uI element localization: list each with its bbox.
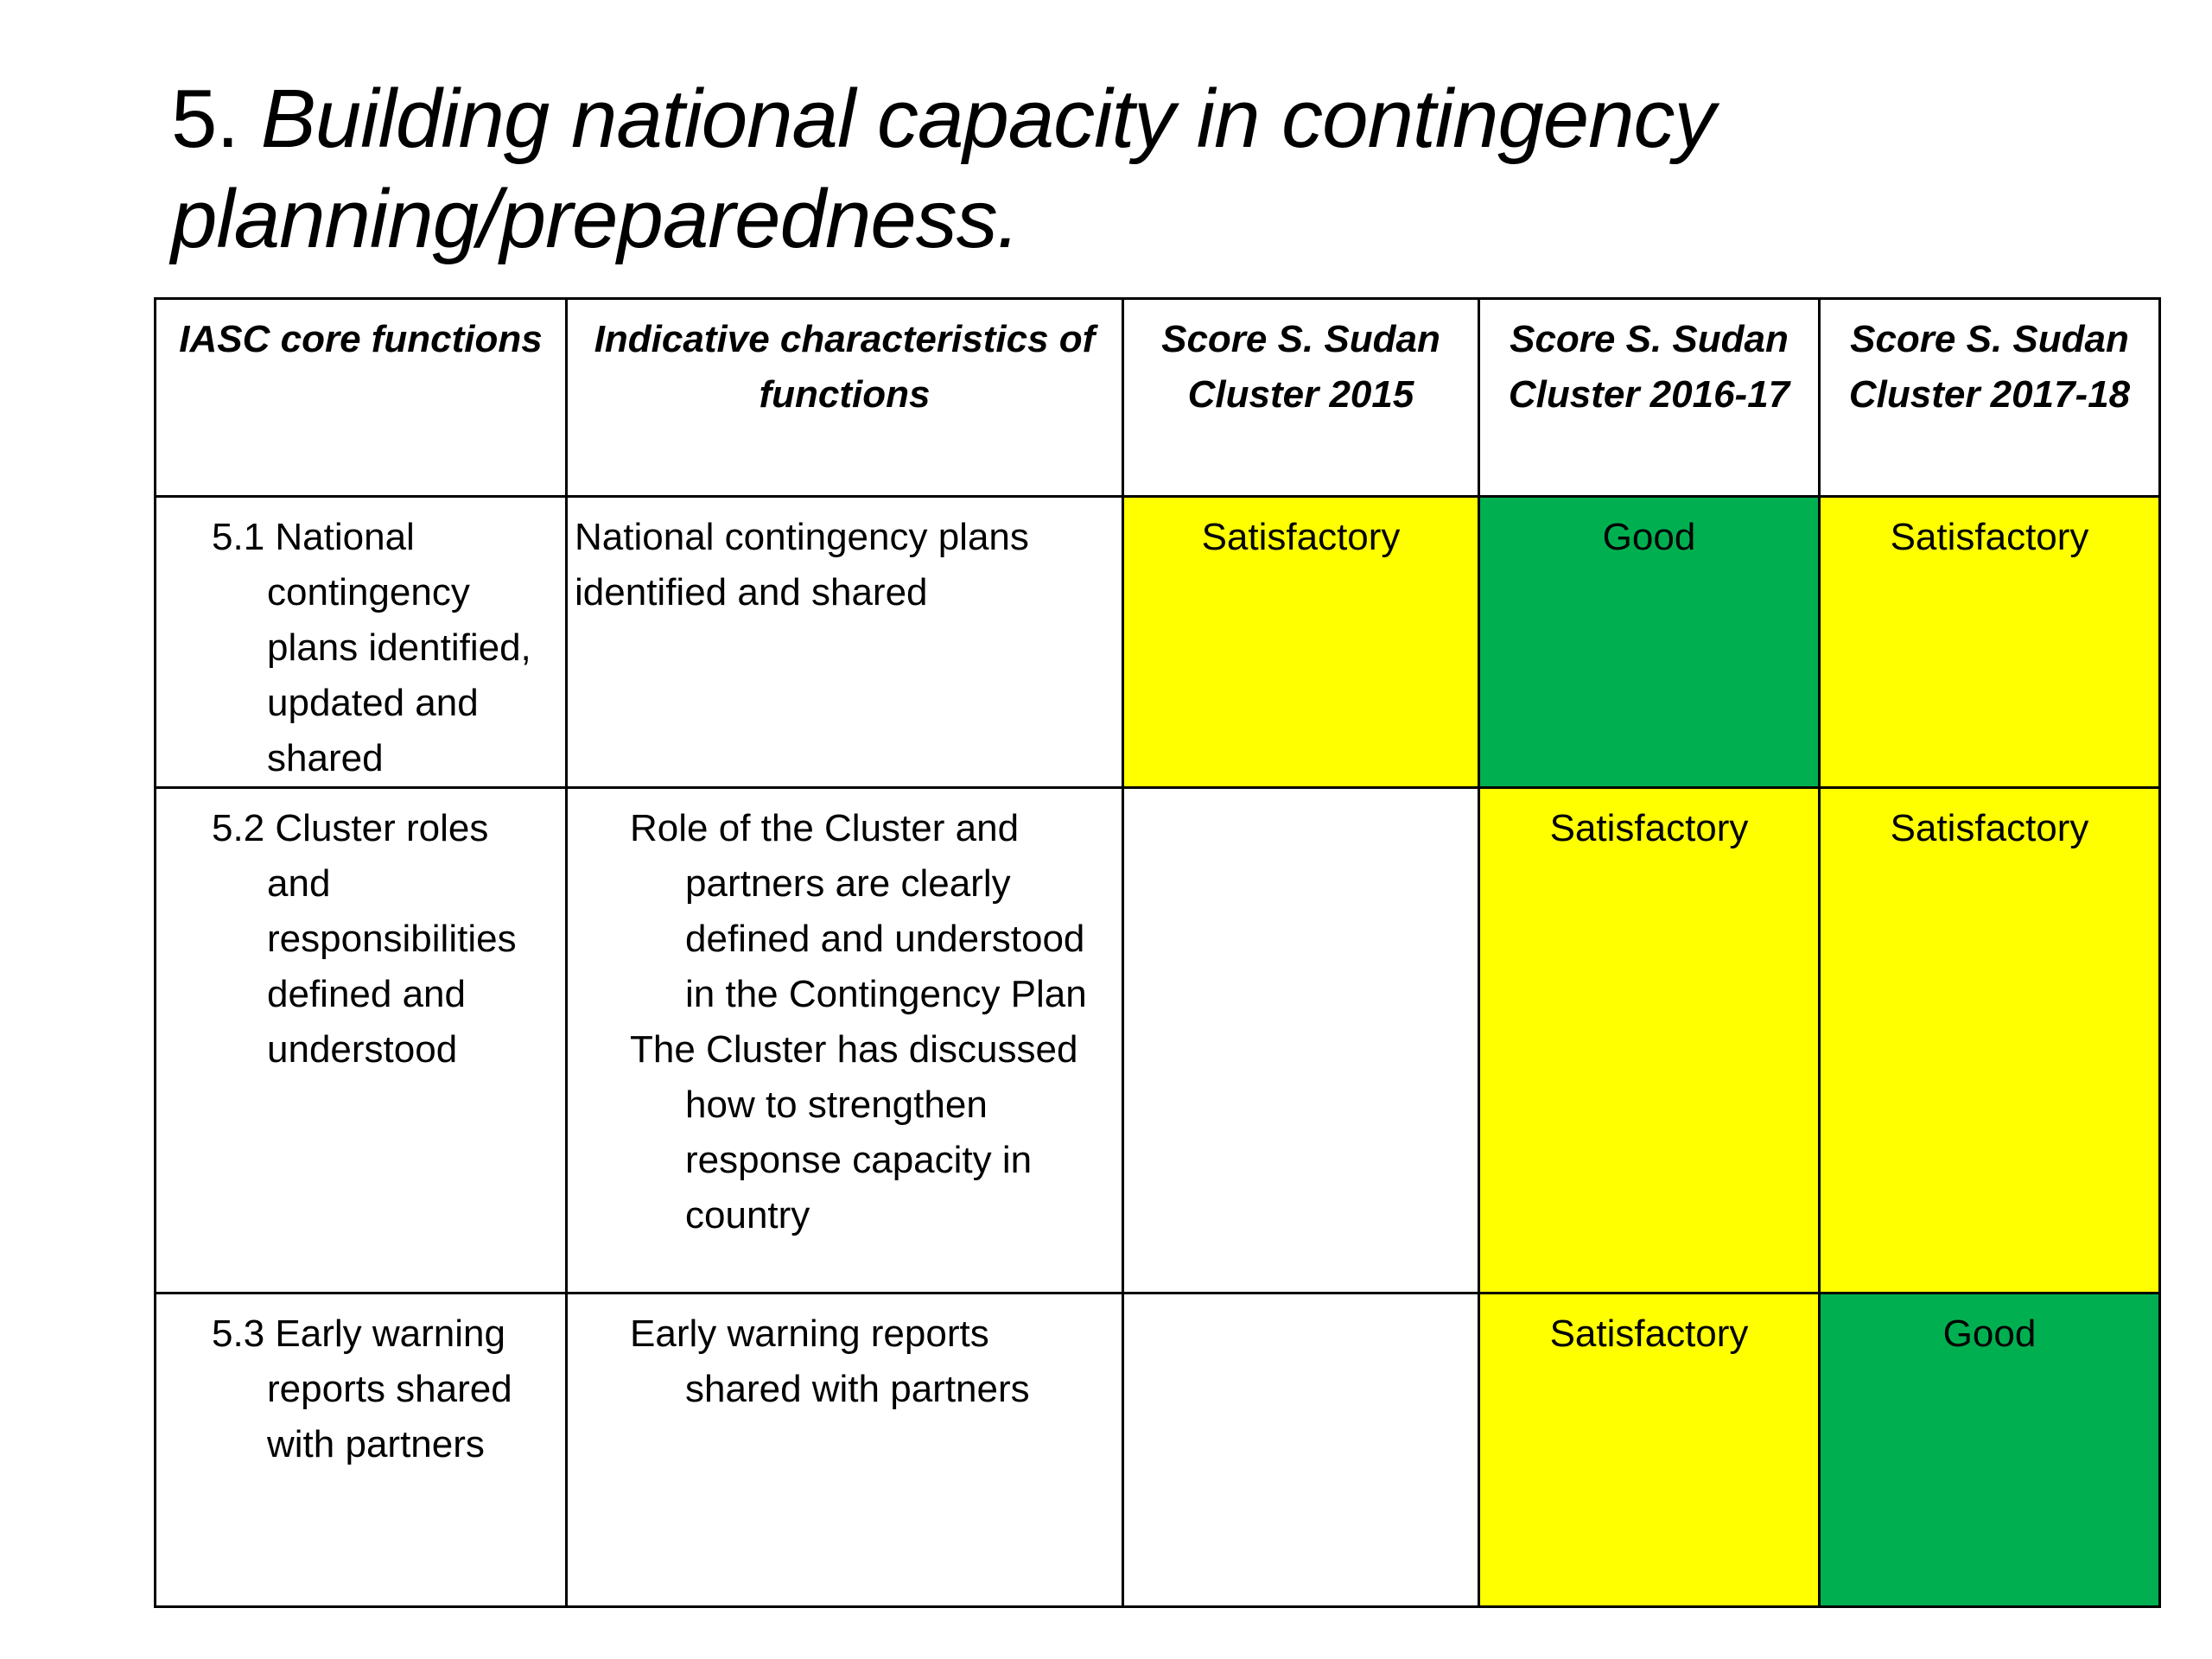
function-cell xyxy=(156,1294,567,1607)
header-score-2017-18: Score S. Sudan Cluster 2017-18 xyxy=(1820,299,2160,497)
header-indicative-characteristics: Indicative characteristics of functions xyxy=(567,299,1123,497)
characteristic-text: Early warning reports shared with partners xyxy=(630,1313,1030,1410)
characteristic-text: The Cluster has discussed how to strengthen response capacity in country xyxy=(630,1028,1078,1236)
function-cell xyxy=(156,788,567,1294)
score-2017-18-cell: Good xyxy=(1820,1294,2160,1607)
function-text: 5.1 National contingency plans identified, updated and shared xyxy=(212,516,531,779)
characteristics-cell xyxy=(567,497,1123,788)
header-iasc-core-functions: IASC core functions xyxy=(156,299,567,497)
table-header-row xyxy=(156,299,2160,497)
title-text: Building national capacity in contingency planning/preparedness. xyxy=(171,73,1715,265)
table-row xyxy=(156,788,2160,1294)
table-row xyxy=(156,497,2160,788)
characteristic-text: National contingency plans identified and shared xyxy=(575,516,1029,613)
slide-title xyxy=(171,69,2115,270)
score-2016-17-cell: Satisfactory xyxy=(1479,1294,1820,1607)
score-2015-cell xyxy=(1123,788,1479,1294)
header-score-2016-17: Score S. Sudan Cluster 2016-17 xyxy=(1479,299,1820,497)
score-2015-cell: Satisfactory xyxy=(1123,497,1479,788)
function-text: 5.3 Early warning reports shared with partners xyxy=(212,1313,512,1465)
score-2016-17-cell: Satisfactory xyxy=(1479,788,1820,1294)
title-number: 5. xyxy=(171,73,239,165)
characteristic-text: Role of the Cluster and partners are clearly defined and understood in the Contingency Plan xyxy=(630,807,1087,1015)
function-text: 5.2 Cluster roles and responsibilities defined and understood xyxy=(212,807,517,1071)
score-2017-18-cell: Satisfactory xyxy=(1820,497,2160,788)
table-row xyxy=(156,1294,2160,1607)
assessment-table xyxy=(154,297,2161,1608)
header-score-2015: Score S. Sudan Cluster 2015 xyxy=(1123,299,1479,497)
characteristics-cell xyxy=(567,788,1123,1294)
score-2015-cell xyxy=(1123,1294,1479,1607)
function-cell xyxy=(156,497,567,788)
score-2016-17-cell: Good xyxy=(1479,497,1820,788)
characteristics-cell xyxy=(567,1294,1123,1607)
score-2017-18-cell: Satisfactory xyxy=(1820,788,2160,1294)
